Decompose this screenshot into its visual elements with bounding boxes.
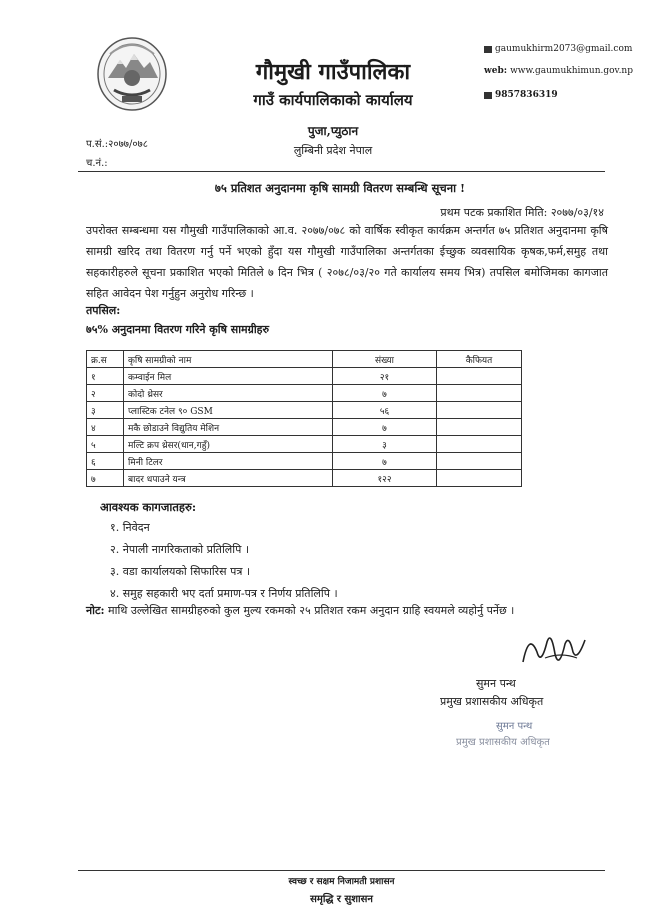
cell-name: बादर धपाउने यन्त्र — [124, 470, 333, 487]
table-row — [87, 453, 522, 470]
email-icon — [484, 46, 492, 53]
phone-text: 9857836319 — [495, 90, 558, 100]
note-label: नोट: — [86, 604, 105, 617]
cell-sn: ६ — [87, 453, 124, 470]
notice-body: उपरोक्त सम्बन्धमा यस गौमुखी गाउँपालिकाको आ.व. २०७७/०७८ को वार्षिक स्वीकृत कार्यक्रम अन्तर्गत ७५ प्रतिशत अनुदानमा कृषि सामग्री खरिद तथा वितरण गर्नु पर्ने भएको हुँदा यस गौमुखी गाउँपालिका अन्तर्गतका ईच्छुक व्यवसायिक कृषक,फर्म,समुह तथा सहकारीहरुले सूचना प्रकाशित भएको मितिले ७ दिन भित्र ( २०७८/०३/२० गते कार्यालय समय भित्र) तपसिल बमोजिमका कागजात सहित आवेदन पेश गर्नुहुन अनुरोध गरिन्छ । — [86, 224, 608, 300]
table-heading: ७५% अनुदानमा वितरण गरिने कृषि सामग्रीहरु — [86, 323, 270, 336]
header-sn: क्र.स — [87, 351, 124, 368]
cell-name: मकै छोडाउने विद्युतिय मेशिन — [124, 419, 333, 436]
footer-motto-1: स्वच्छ र सक्षम निजामती प्रशासन — [288, 877, 395, 887]
web-label: web: — [484, 66, 508, 76]
municipality-title: गौमुखी गाउँपालिका — [255, 59, 411, 85]
cell-remarks — [437, 402, 522, 419]
table-row — [87, 419, 522, 436]
table-row — [87, 368, 522, 385]
table-header-row — [87, 351, 522, 368]
address-line-2: लुम्बिनी प्रदेश नेपाल — [293, 144, 373, 157]
web-text: www.gaumukhimun.gov.np — [510, 66, 633, 76]
table-row — [87, 470, 522, 487]
cell-name: मिनी टिलर — [124, 453, 333, 470]
cell-qty: २१ — [333, 368, 437, 385]
email-text: gaumukhirm2073@gmail.com — [495, 44, 633, 54]
cell-name: कम्वाईन मिल — [124, 368, 333, 385]
published-date: प्रथम पटक प्रकाशित मिति: २०७७/०३/१४ — [440, 206, 604, 219]
table-row — [87, 402, 522, 419]
cell-remarks — [437, 368, 522, 385]
header-name: कृषि सामग्रीको नाम — [124, 351, 333, 368]
document-item: ३. वडा कार्यालयको सिफारिस पत्र । — [110, 565, 251, 578]
cell-qty: ७ — [333, 453, 437, 470]
cell-remarks — [437, 436, 522, 453]
document-item: ४. समुह सहकारी भए दर्ता प्रमाण-पत्र र निर्णय प्रतिलिपि । — [110, 587, 338, 600]
note-text: माथि उल्लेखित सामग्रीहरुको कुल मुल्य रकमको २५ प्रतिशत रकम अनुदान ग्राहि स्वयमले व्यहोर्नु पर्नेछ । — [104, 604, 515, 617]
nepal-emblem-logo — [96, 34, 168, 114]
documents-heading: आवश्यक कागजातहरु: — [100, 500, 197, 514]
stamp-name: सुमन पन्थ — [496, 721, 533, 732]
note — [86, 603, 626, 618]
contact-email — [484, 44, 632, 54]
cell-name: मल्टि क्रप थ्रेसर(धान,गहुँ) — [124, 436, 333, 453]
cell-sn: ७ — [87, 470, 124, 487]
cell-remarks — [437, 419, 522, 436]
address-line-1: पुजा,प्युठान — [307, 124, 359, 138]
reference-number: प.सं.:२०७७/०७८ — [86, 139, 148, 150]
header-remarks: कैफियत — [437, 351, 522, 368]
items-table — [86, 350, 522, 487]
table-row — [87, 385, 522, 402]
cell-qty: ३ — [333, 436, 437, 453]
footer-divider — [78, 870, 605, 871]
stamp-role: प्रमुख प्रशासकीय अधिकृत — [456, 737, 550, 748]
cell-remarks — [437, 470, 522, 487]
contact-web — [484, 66, 633, 76]
cell-sn: ४ — [87, 419, 124, 436]
phone-icon — [484, 92, 492, 99]
signatory-role: प्रमुख प्रशासकीय अधिकृत — [440, 695, 544, 708]
dispatch-number: च.नं.: — [86, 158, 108, 169]
footer-motto-2: समृद्धि र सुशासन — [310, 894, 373, 905]
table-row — [87, 436, 522, 453]
cell-sn: २ — [87, 385, 124, 402]
cell-sn: ३ — [87, 402, 124, 419]
cell-sn: ५ — [87, 436, 124, 453]
cell-remarks — [437, 385, 522, 402]
cell-qty: १२२ — [333, 470, 437, 487]
table-label: तपसिल: — [86, 304, 121, 317]
notice-title: ७५ प्रतिशत अनुदानमा कृषि सामग्री वितरण सम्बन्धि सूचना ! — [214, 181, 466, 195]
header-qty: संख्या — [333, 351, 437, 368]
cell-name: कोदो थ्रेसर — [124, 385, 333, 402]
header-divider — [78, 171, 605, 172]
office-subtitle: गाउँ कार्यपालिकाको कार्यालय — [253, 91, 413, 109]
cell-remarks — [437, 453, 522, 470]
document-item: १. निवेदन — [110, 521, 150, 534]
cell-qty: ७ — [333, 385, 437, 402]
cell-name: प्लास्टिक टनेल ९० GSM — [124, 402, 333, 419]
cell-qty: ५६ — [333, 402, 437, 419]
cell-qty: ७ — [333, 419, 437, 436]
signatory-name: सुमन पन्थ — [476, 677, 516, 690]
cell-sn: १ — [87, 368, 124, 385]
document-item: २. नेपाली नागरिकताको प्रतिलिपि । — [110, 543, 250, 556]
handwritten-signature — [515, 622, 595, 682]
contact-phone — [484, 90, 558, 100]
